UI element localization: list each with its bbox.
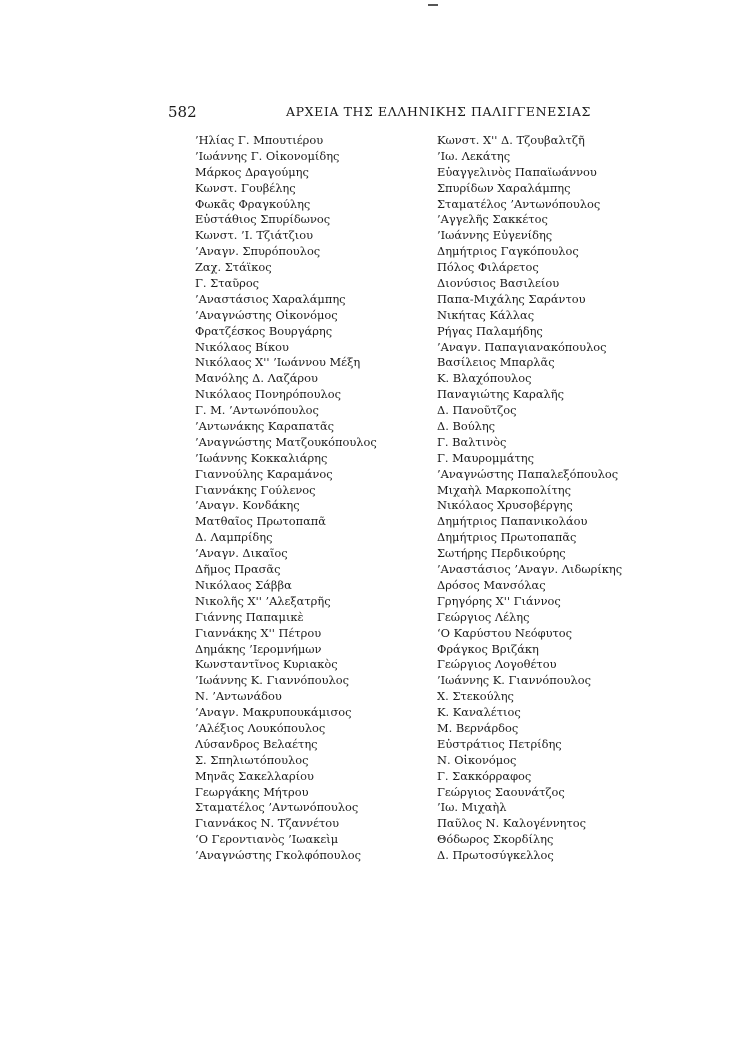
name-entry: Μάρκος Δραγούμης <box>195 164 309 179</box>
name-entry: Χ. Στεκούλης <box>437 689 514 704</box>
name-entry: ’Ιω. Λεκάτης <box>437 148 511 163</box>
name-entry: ’Αναστάσιος Χαραλάμπης <box>195 291 346 306</box>
name-entry: Εὐστάθιος Σπυρίδωνος <box>195 212 331 227</box>
name-entry: ’Αναγν. Σπυρόπουλος <box>195 244 321 259</box>
name-entry: Κωνστ. Χ'' Δ. Τζουβαλτζῆ <box>437 133 585 147</box>
name-entry: Δημήτριος Παπανικολάου <box>437 514 588 529</box>
name-entry: Σταματέλος ’Αντωνόπουλος <box>437 196 601 211</box>
name-entry: ’Αναγνώστης Παπαλεξόπουλος <box>437 466 619 481</box>
name-entry: Δημήτριος Γαγκόπουλος <box>437 244 579 259</box>
name-entry: Νικόλαος Χ'' ’Ιωάννου Μέξη <box>195 355 361 370</box>
name-entry: Μιχαὴλ Μαρκοπολίτης <box>437 482 571 497</box>
name-entry: ‘Ο Καρύστου Νεόφυτος <box>437 625 573 640</box>
name-entry: Σταματέλος ’Αντωνόπουλος <box>195 800 359 815</box>
names-right-column <box>437 133 637 864</box>
name-entry: Δῆμος Πρασᾶς <box>195 562 281 577</box>
name-entry: Παναγιώτης Καραλῆς <box>437 387 564 402</box>
scan-mark <box>428 4 438 6</box>
name-entry: ’Ιωάννης Κ. Γιαννόπουλος <box>195 673 350 688</box>
name-entry: ’Ιωάννης Εὐγενίδης <box>437 228 553 243</box>
name-entry: Κωνσταντῖνος Κυριακὸς <box>195 657 338 672</box>
name-entry: ’Αναγν. Δικαῖος <box>195 546 288 561</box>
name-entry: Νικόλαος Πονηρόπουλος <box>195 387 341 402</box>
name-entry: Γ. Μ. ’Αντωνόπουλος <box>195 403 319 418</box>
name-entry: Κ. Καναλέτιος <box>437 705 521 720</box>
name-entry: Φράγκος Βριζάκη <box>437 641 539 656</box>
name-entry: Γ. Σακκόρραφος <box>437 768 532 783</box>
name-entry: Γ. Βαλτινὸς <box>437 434 507 449</box>
name-entry: Θόδωρος Σκορδίλης <box>437 832 554 847</box>
name-entry: Γιαννάκος Ν. Τζαννέτου <box>195 816 340 831</box>
name-entry: Δ. Λαμπρίδης <box>195 530 273 545</box>
name-entry: ’Αναγν. Μακρυπουκάμισος <box>195 705 352 720</box>
name-entry: Λύσανδρος Βελαέτης <box>195 736 318 751</box>
name-entry: Πόλος Φιλάρετος <box>437 260 539 275</box>
name-entry: Νικήτας Κάλλας <box>437 307 535 322</box>
name-entry: ’Αναγν. Κονδάκης <box>195 498 300 513</box>
name-entry: ’Αγγελῆς Σακκέτος <box>437 212 548 227</box>
name-entry: Φρατζέσκος Βουργάρης <box>195 323 333 338</box>
name-entry: Νικόλαος Σάββα <box>195 577 292 592</box>
name-entry: Ν. Οἰκονόμος <box>437 752 517 767</box>
name-entry: ’Ιωάννης Γ. Οἰκονομίδης <box>195 148 340 163</box>
name-entry: ’Αναγν. Παπαγιανακόπουλος <box>437 339 607 354</box>
name-entry: Βασίλειος Μπαρλᾶς <box>437 355 555 370</box>
name-entry: Ζαχ. Στάϊκος <box>195 260 272 275</box>
name-entry: Γρηγόρης Χ'' Γιάννος <box>437 593 561 608</box>
name-entry: Κ. Βλαχόπουλος <box>437 371 532 386</box>
running-title: ΑΡΧΕΙΑ ΤΗΣ ΕΛΛΗΝΙΚΗΣ ΠΑΛΙΓΓΕΝΕΣΙΑΣ <box>286 104 591 119</box>
name-entry: ’Ιωάννης Κοκκαλιάρης <box>195 450 328 465</box>
name-entry: Σωτήρης Περδικούρης <box>437 546 566 561</box>
name-entry: Ματθαῖος Πρωτοπαπᾶ <box>195 514 326 529</box>
name-entry: ’Ιωάννης Κ. Γιαννόπουλος <box>437 673 592 688</box>
name-entry: Νικόλαος Χρυσοβέργης <box>437 498 573 513</box>
page-header <box>168 103 591 121</box>
name-entry: ’Αλέξιος Λουκόπουλος <box>195 720 326 735</box>
name-entry: Κωνστ. ’Ι. Τζιάτζιου <box>195 228 314 243</box>
name-entry: Σπυρίδων Χαραλάμπης <box>437 180 571 195</box>
name-entry: ’Ιω. Μιχαὴλ <box>437 800 507 815</box>
name-entry: Δ. Πανοῦτζος <box>437 403 517 418</box>
name-entry: ’Αναγνώστης Γκολφόπουλος <box>195 848 362 863</box>
name-entry: Γεώργιος Λογοθέτου <box>437 657 557 672</box>
name-entry: Σ. Σπηλιωτόπουλος <box>195 752 309 767</box>
name-entry: Γιάννης Παπαμικὲ <box>195 609 304 624</box>
name-entry: Δ. Βούλης <box>437 419 496 434</box>
name-entry: Μανόλης Δ. Λαζάρου <box>195 371 318 386</box>
name-entry: Παῦλος Ν. Καλογέννητος <box>437 816 587 831</box>
name-entry: Δρόσος Μανσόλας <box>437 577 546 592</box>
name-entry: Γεωργάκης Μήτρου <box>195 784 309 799</box>
name-entry: ’Αναγνώστης Οἰκονόμος <box>195 307 338 322</box>
name-entry: Μ. Βερνάρδος <box>437 720 519 735</box>
name-entry: Δημήτριος Πρωτοπαπᾶς <box>437 530 577 545</box>
name-entry: ’Αναγνώστης Ματζουκόπουλος <box>195 434 377 449</box>
name-entry: Νικόλαος Βίκου <box>195 339 289 354</box>
name-entry: Γιαννάκης Χ'' Πέτρου <box>195 625 322 640</box>
name-entry: ‘Ο Γεροντιανὸς ’Ιωακεὶμ <box>195 832 339 847</box>
name-entry: Εὐστράτιος Πετρίδης <box>437 736 562 751</box>
name-entry: Διονύσιος Βασιλείου <box>437 276 560 291</box>
name-entry: ’Ηλίας Γ. Μπουτιέρου <box>195 133 324 147</box>
name-entry: ’Αναστάσιος ’Αναγν. Λιδωρίκης <box>437 562 623 577</box>
name-entry: Γιαννάκης Γούλενος <box>195 482 316 497</box>
name-entry: Γ. Μαυρομμάτης <box>437 450 534 465</box>
name-entry: Ρήγας Παλαμήδης <box>437 323 543 338</box>
name-entry: Γιαννούλης Καραμάνος <box>195 466 333 481</box>
name-entry: Παπα-Μιχάλης Σαράντου <box>437 291 586 306</box>
name-entry: Γεώργιος Λέλης <box>437 609 530 624</box>
name-entry: Φωκᾶς Φραγκούλης <box>195 196 311 211</box>
name-entry: Κωνστ. Γουβέλης <box>195 180 296 195</box>
name-entry: Γ. Σταῦρος <box>195 276 260 291</box>
name-entry: ’Αντωνάκης Καραπατᾶς <box>195 419 335 434</box>
name-entry: Εὐαγγελινὸς Παπαϊωάννου <box>437 164 597 179</box>
name-entry: Ν. ’Αντωνάδου <box>195 689 282 704</box>
name-entry: Μηνᾶς Σακελλαρίου <box>195 768 314 783</box>
page-number: 582 <box>168 103 197 121</box>
names-left-column <box>195 133 415 864</box>
name-entry: Γεώργιος Σαουνάτζος <box>437 784 565 799</box>
name-entry: Δημάκης ’Ιερομνήμων <box>195 641 322 656</box>
name-entry: Νικολῆς Χ'' ’Αλεξατρῆς <box>195 593 331 608</box>
name-entry: Δ. Πρωτοσύγκελλος <box>437 848 554 863</box>
